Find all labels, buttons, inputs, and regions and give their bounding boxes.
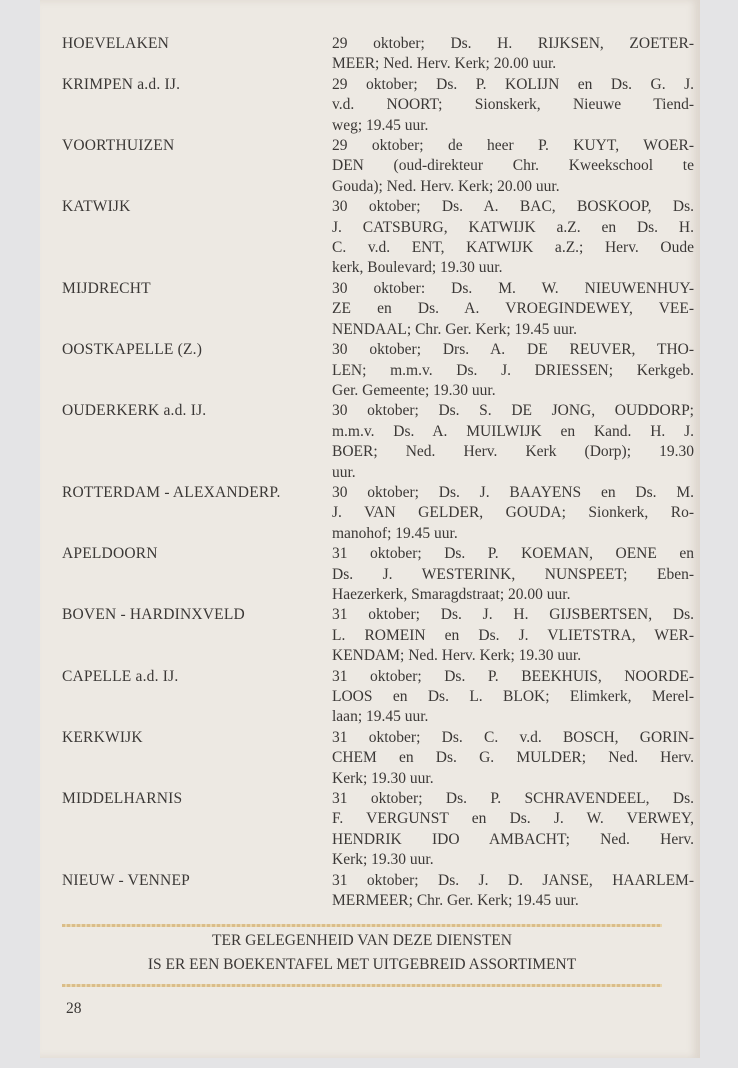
detail-line: 30 oktober: Ds. M. W. NIEUWENHUY- bbox=[332, 279, 694, 297]
detail-line: Ger. Gemeente; 19.30 uur. bbox=[332, 381, 496, 399]
service-details bbox=[332, 136, 694, 197]
service-entry bbox=[62, 136, 702, 197]
detail-line: DEN (oud-direkteur Chr. Kweekschool te bbox=[332, 157, 694, 175]
detail-line: 30 oktober; Drs. A. DE REUVER, THO- bbox=[332, 341, 694, 359]
service-entry bbox=[62, 75, 702, 136]
detail-line: ZE en Ds. A. VROEGINDEWEY, VEE- bbox=[332, 300, 694, 318]
service-details bbox=[332, 605, 694, 666]
service-details bbox=[332, 279, 694, 340]
detail-line: 31 oktober; Ds. J. H. GIJSBERTSEN, Ds. bbox=[332, 606, 694, 624]
detail-line: MERMEER; Chr. Ger. Kerk; 19.45 uur. bbox=[332, 892, 579, 910]
detail-line: weg; 19.45 uur. bbox=[332, 116, 429, 134]
service-entry bbox=[62, 871, 702, 912]
detail-line: LEN; m.m.v. Ds. J. DRIESSEN; Kerkgeb. bbox=[332, 361, 694, 379]
detail-line: Kerk; 19.30 uur. bbox=[332, 769, 434, 787]
place-name: OUDERKERK a.d. IJ. bbox=[62, 402, 207, 420]
detail-line: J. CATSBURG, KATWIJK a.Z. en Ds. H. bbox=[332, 218, 694, 236]
detail-line: 30 oktober; Ds. J. BAAYENS en Ds. M. bbox=[332, 483, 694, 501]
service-entry bbox=[62, 483, 702, 544]
document-page bbox=[40, 0, 700, 1058]
detail-line: m.m.v. Ds. A. MUILWIJK en Kand. H. J. bbox=[332, 422, 694, 440]
decorative-rule-bottom bbox=[62, 984, 662, 987]
detail-line: BOER; Ned. Herv. Kerk (Dorp); 19.30 bbox=[332, 443, 694, 461]
detail-line: C. v.d. ENT, KATWIJK a.Z.; Herv. Oude bbox=[332, 239, 694, 257]
service-details bbox=[332, 871, 694, 912]
detail-line: L. ROMEIN en Ds. J. VLIETSTRA, WER- bbox=[332, 626, 694, 644]
detail-line: Haezerkerk, Smaragdstraat; 20.00 uur. bbox=[332, 585, 571, 603]
detail-line: NENDAAL; Chr. Ger. Kerk; 19.45 uur. bbox=[332, 320, 577, 338]
service-details bbox=[332, 340, 694, 401]
detail-line: J. VAN GELDER, GOUDA; Sionkerk, Ro- bbox=[332, 504, 694, 522]
service-details bbox=[332, 197, 694, 279]
detail-line: laan; 19.45 uur. bbox=[332, 708, 429, 726]
detail-line: manohof; 19.45 uur. bbox=[332, 524, 458, 542]
place-name: HOEVELAKEN bbox=[62, 35, 170, 52]
decorative-rule-top bbox=[62, 924, 662, 927]
service-entry bbox=[62, 401, 702, 483]
service-details bbox=[332, 667, 694, 728]
service-details bbox=[332, 401, 694, 483]
service-details bbox=[332, 483, 694, 544]
detail-line: 31 oktober; Ds. C. v.d. BOSCH, GORIN- bbox=[332, 728, 694, 746]
notice-line-2: IS ER EEN BOEKENTAFEL MET UITGEBREID ASSORTIMENT bbox=[147, 956, 577, 973]
detail-line: uur. bbox=[332, 463, 356, 481]
detail-line: 30 oktober; Ds. A. BAC, BOSKOOP, Ds. bbox=[332, 198, 694, 216]
service-entry bbox=[62, 605, 702, 666]
detail-line: HENDRIK IDO AMBACHT; Ned. Herv. bbox=[332, 830, 694, 848]
detail-line: 31 oktober; Ds. P. SCHRAVENDEEL, Ds. bbox=[332, 790, 694, 808]
detail-line: MEER; Ned. Herv. Kerk; 20.00 uur. bbox=[332, 55, 557, 73]
service-entry bbox=[62, 197, 702, 279]
detail-line: Gouda); Ned. Herv. Kerk; 20.00 uur. bbox=[332, 177, 560, 195]
page-number: 28 bbox=[66, 1000, 82, 1017]
service-entry bbox=[62, 728, 702, 789]
detail-line: kerk, Boulevard; 19.30 uur. bbox=[332, 259, 503, 277]
service-details bbox=[332, 728, 694, 789]
service-list bbox=[62, 34, 702, 911]
service-entry bbox=[62, 34, 702, 75]
service-entry bbox=[62, 789, 702, 871]
place-name: KRIMPEN a.d. IJ. bbox=[62, 75, 181, 93]
place-name: MIDDELHARNIS bbox=[62, 790, 183, 808]
detail-line: 31 oktober; Ds. J. D. JANSE, HAARLEM- bbox=[332, 871, 694, 889]
service-details bbox=[332, 544, 694, 605]
detail-line: v.d. NOORT; Sionskerk, Nieuwe Tiend- bbox=[332, 96, 694, 114]
notice-line-1: TER GELEGENHEID VAN DEZE DIENSTEN bbox=[212, 932, 512, 949]
service-entry bbox=[62, 340, 702, 401]
detail-line: F. VERGUNST en Ds. J. W. VERWEY, bbox=[332, 810, 694, 828]
detail-line: 30 oktober; Ds. S. DE JONG, OUDDORP; bbox=[332, 402, 694, 420]
place-name: APELDOORN bbox=[62, 545, 158, 563]
detail-line: LOOS en Ds. L. BLOK; Elimkerk, Merel- bbox=[332, 688, 694, 705]
place-name: ROTTERDAM - ALEXANDERP. bbox=[62, 483, 281, 501]
place-name: KATWIJK bbox=[62, 198, 131, 216]
detail-line: 29 oktober; Ds. P. KOLIJN en Ds. G. J. bbox=[332, 75, 694, 93]
place-name: NIEUW - VENNEP bbox=[62, 871, 190, 889]
detail-line: 31 oktober; Ds. P. KOEMAN, OENE en bbox=[332, 545, 694, 563]
place-name: BOVEN - HARDINXVELD bbox=[62, 606, 245, 624]
detail-line: Ds. J. WESTERINK, NUNSPEET; Eben- bbox=[332, 565, 694, 583]
detail-line: 29 oktober; Ds. H. RIJKSEN, ZOETER- bbox=[332, 35, 694, 52]
place-name: VOORTHUIZEN bbox=[62, 137, 175, 155]
service-details bbox=[332, 34, 694, 75]
service-entry bbox=[62, 667, 702, 728]
place-name: OOSTKAPELLE (Z.) bbox=[62, 341, 203, 359]
place-name: MIJDRECHT bbox=[62, 279, 151, 297]
detail-line: 29 oktober; de heer P. KUYT, WOER- bbox=[332, 137, 694, 155]
detail-line: CHEM en Ds. G. MULDER; Ned. Herv. bbox=[332, 749, 694, 767]
service-details bbox=[332, 75, 694, 136]
place-name: CAPELLE a.d. IJ. bbox=[62, 667, 179, 685]
service-details bbox=[332, 789, 694, 871]
detail-line: Kerk; 19.30 uur. bbox=[332, 851, 434, 869]
detail-line: 31 oktober; Ds. P. BEEKHUIS, NOORDE- bbox=[332, 667, 694, 685]
detail-line: KENDAM; Ned. Herv. Kerk; 19.30 uur. bbox=[332, 647, 582, 665]
service-entry bbox=[62, 279, 702, 340]
service-entry bbox=[62, 544, 702, 605]
place-name: KERKWIJK bbox=[62, 728, 143, 746]
